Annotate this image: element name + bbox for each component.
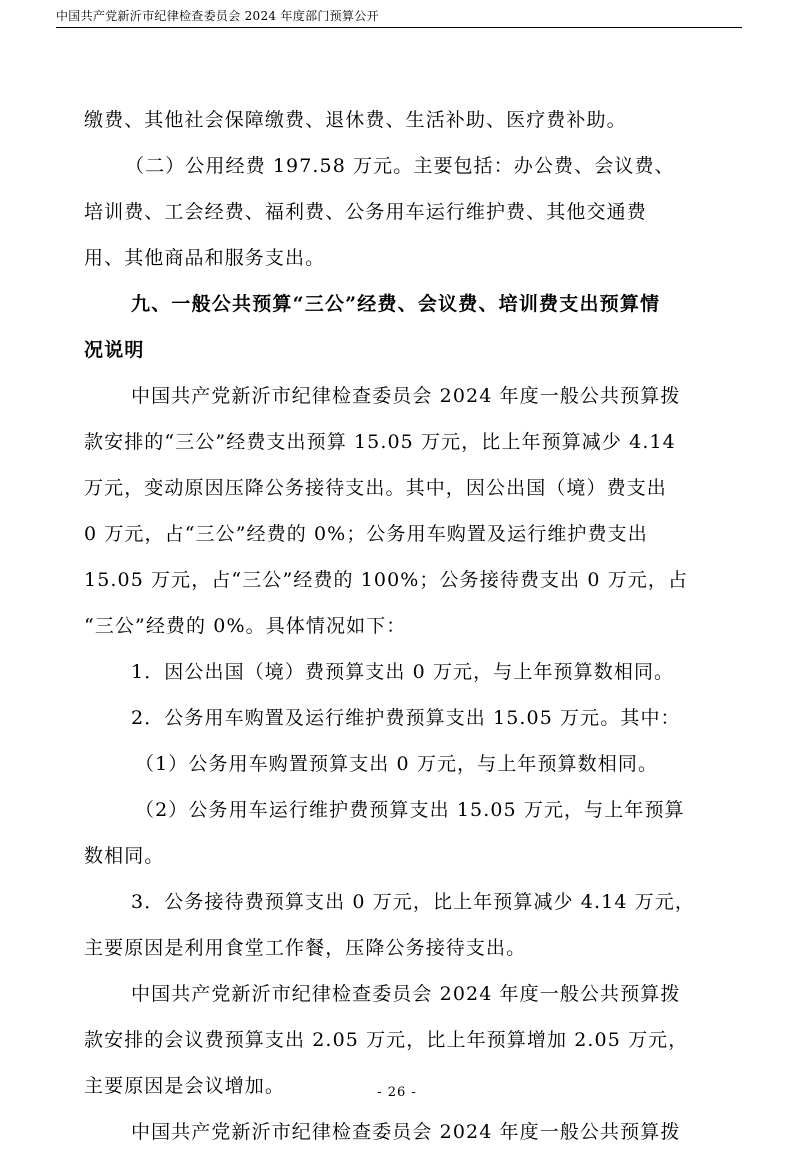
paragraph-line: 主要原因是利用食堂工作餐，压降公务接待支出。 — [84, 937, 527, 959]
paragraph-line: 万元，变动原因压降公务接待支出。其中，因公出国（境）费支出 — [84, 477, 667, 499]
paragraph-line: 0 万元，占“三公”经费的 0%；公务用车购置及运行维护费支出 — [84, 523, 648, 545]
paragraph-line: （二）公用经费 197.58 万元。主要包括：办公费、会议费、 — [125, 155, 675, 177]
document-body — [84, 97, 710, 1155]
paragraph-line: 数相同。 — [84, 845, 165, 867]
sub-list-item: （2）公务用车运行维护费预算支出 15.05 万元，与上年预算 — [135, 799, 685, 821]
paragraph-line: 款安排的“三公”经费支出预算 15.05 万元，比上年预算减少 4.14 — [84, 431, 676, 453]
paragraph-line: 中国共产党新沂市纪律检查委员会 2024 年度一般公共预算拨 — [131, 983, 681, 1005]
section-heading: 九、一般公共预算“三公”经费、会议费、培训费支出预算情 — [131, 293, 661, 315]
paragraph-line: 15.05 万元，占“三公”经费的 100%；公务接待费支出 0 万元，占 — [84, 569, 689, 591]
paragraph-line: 款安排的会议费预算支出 2.05 万元，比上年预算增加 2.05 万元， — [84, 1029, 689, 1051]
paragraph-line: “三公”经费的 0%。具体情况如下： — [84, 615, 407, 637]
paragraph-line: 培训费、工会经费、福利费、公务用车运行维护费、其他交通费 — [84, 201, 647, 223]
paragraph-line: 缴费、其他社会保障缴费、退休费、生活补助、医疗费补助。 — [84, 109, 627, 131]
running-header: 中国共产党新沂市纪律检查委员会 2024 年度部门预算公开 — [56, 9, 379, 23]
paragraph-line: 主要原因是会议增加。 — [84, 1075, 286, 1097]
list-item: 3．公务接待费预算支出 0 万元，比上年预算减少 4.14 万元， — [131, 891, 695, 913]
section-heading-continued: 况说明 — [84, 339, 145, 361]
page-number: - 26 - — [377, 1085, 417, 1100]
paragraph-line: 用、其他商品和服务支出。 — [84, 247, 326, 269]
list-item: 2．公务用车购置及运行维护费预算支出 15.05 万元。其中： — [131, 707, 681, 729]
paragraph-line: 中国共产党新沂市纪律检查委员会 2024 年度一般公共预算拨 — [131, 385, 681, 407]
list-item: 1．因公出国（境）费预算支出 0 万元，与上年预算数相同。 — [131, 661, 675, 683]
sub-list-item: （1）公务用车购置预算支出 0 万元，与上年预算数相同。 — [135, 753, 659, 775]
paragraph-line: 中国共产党新沂市纪律检查委员会 2024 年度一般公共预算拨 — [131, 1121, 681, 1143]
header-divider — [56, 27, 742, 28]
